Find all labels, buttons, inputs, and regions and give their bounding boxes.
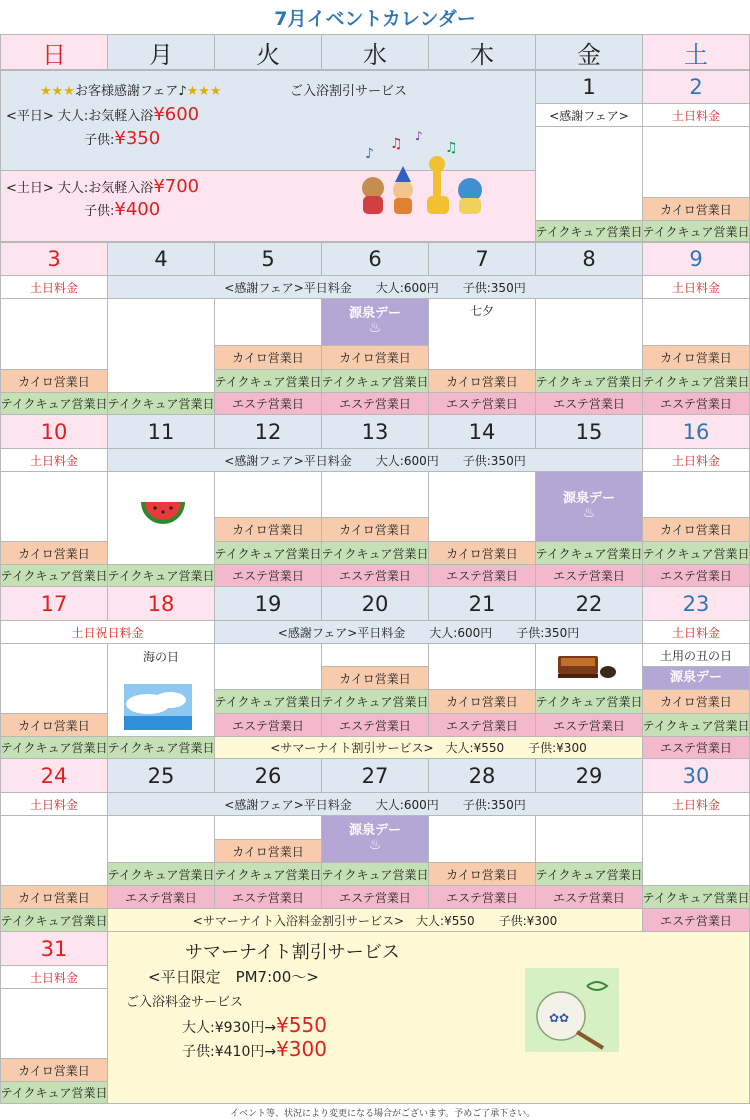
watermelon-icon [139,498,187,530]
empty-10 [0,471,108,542]
promo-weekend-child: 子供:¥400 [84,199,161,220]
date-cell-13: 13 [321,414,429,449]
esthe-19: エステ営業日 [214,713,322,737]
kairo-2: カイロ営業日 [642,197,750,221]
weekend-rate-24: 土日料金 [0,792,108,816]
esthe-23: エステ営業日 [642,736,750,759]
summer-adult: 大人:¥930円→¥550 [182,1013,327,1037]
esthe-16: エステ営業日 [642,564,750,587]
hot-spring-icon: ♨ [368,837,382,854]
empty-4 [107,298,215,393]
empty-28 [428,815,536,863]
esthe-8: エステ営業日 [535,392,643,415]
kairo-5: カイロ営業日 [214,345,322,370]
date-cell-11: 11 [107,414,215,449]
weekday-header-sun: 日 [0,34,108,70]
empty-29 [535,815,643,863]
empty-24 [0,815,108,886]
date-cell-8: 8 [535,242,643,276]
date-cell-12: 12 [214,414,322,449]
kairo-9: カイロ営業日 [642,345,750,370]
date-cell-10: 10 [0,414,108,449]
fair-label-1: <感謝フェア> [535,103,643,127]
teikyua-8: テイクキュア営業日 [535,369,643,393]
kairo-13: カイロ営業日 [321,517,429,542]
esthe-28: エステ営業日 [428,885,536,909]
teikyua-15: テイクキュア営業日 [535,541,643,565]
weekend-rate-16: 土日料金 [642,448,750,472]
kairo-28: カイロ営業日 [428,862,536,886]
esthe-30: エステ営業日 [642,908,750,932]
date-cell-14: 14 [428,414,536,449]
promo-sub: ご入浴割引サービス [290,84,408,99]
summer-band-week4: <サマーナイト割引サービス> 大人:¥550 子供:¥300 [214,736,643,759]
svg-text:♫: ♫ [390,136,403,152]
promo-weekday-adult: <平日> 大人:お気軽入浴¥600 [6,104,200,125]
date-cell-30: 30 [642,758,750,793]
esthe-15: エステ営業日 [535,564,643,587]
summer-time: <平日限定 PM7:00～> [148,968,319,986]
empty-26 [214,815,322,840]
esthe-9: エステ営業日 [642,392,750,415]
date-cell-20: 20 [321,586,429,621]
gensen-day-27: 源泉デー ♨ [321,815,429,863]
esthe-21: エステ営業日 [428,713,536,737]
summer-band-week5: <サマーナイト入浴料金割引サービス> 大人:¥550 子供:¥300 [107,908,643,932]
teikyua-6: テイクキュア営業日 [321,369,429,393]
date-cell-18: 18 [107,586,215,621]
esthe-5: エステ営業日 [214,392,322,415]
teikyua-13: テイクキュア営業日 [321,541,429,565]
date-cell-24: 24 [0,758,108,793]
date-cell-17: 17 [0,586,108,621]
esthe-20: エステ営業日 [321,713,429,737]
esthe-29: エステ営業日 [535,885,643,909]
teikyua-16: テイクキュア営業日 [642,541,750,565]
empty-31 [0,988,108,1059]
esthe-22: エステ営業日 [535,713,643,737]
empty-9 [642,298,750,346]
parade-animals-illustration [345,128,495,220]
teikyua-23: テイクキュア営業日 [642,713,750,737]
esthe-27: エステ営業日 [321,885,429,909]
esthe-6: エステ営業日 [321,392,429,415]
date-cell-28: 28 [428,758,536,793]
weekend-rate-31: 土日料金 [0,965,108,989]
teikyua-24: テイクキュア営業日 [0,908,108,932]
empty-2 [642,126,750,198]
date-cell-3: 3 [0,242,108,276]
umi-no-hi-18: 海の日 [107,643,215,737]
empty-1 [535,126,643,221]
promo-heading: ★★★お客様感謝フェア♪★★★ [40,84,222,99]
weekday-header-tue: 火 [214,34,322,70]
teikyua-3: テイクキュア営業日 [0,392,108,415]
empty-17 [0,643,108,714]
date-cell-22: 22 [535,586,643,621]
teikyua-27: テイクキュア営業日 [321,862,429,886]
svg-text:♪: ♪ [365,146,374,162]
kairo-24: カイロ営業日 [0,885,108,909]
date-cell-16: 16 [642,414,750,449]
date-cell-9: 9 [642,242,750,276]
teikyua-22: テイクキュア営業日 [535,689,643,714]
teikyua-5: テイクキュア営業日 [214,369,322,393]
weekday-header-sat: 土 [642,34,750,70]
date-cell-1: 1 [535,70,643,104]
weekday-header-wed: 水 [321,34,429,70]
teikyua-20: テイクキュア営業日 [321,689,429,714]
esthe-14: エステ営業日 [428,564,536,587]
holiday-rate-17-18: 土日祝日料金 [0,620,215,644]
teikyua-2: テイクキュア営業日 [642,220,750,242]
esthe-12: エステ営業日 [214,564,322,587]
kairo-14: カイロ営業日 [428,541,536,565]
teikyua-11: テイクキュア営業日 [107,564,215,587]
teikyua-19: テイクキュア営業日 [214,689,322,714]
hot-spring-icon: ♨ [368,320,382,337]
esthe-26: エステ営業日 [214,885,322,909]
empty-8 [535,298,643,370]
empty-3 [0,298,108,370]
promo-weekend-adult: <土日> 大人:お気軽入浴¥700 [6,176,200,197]
weekend-rate-3: 土日料金 [0,275,108,299]
hot-spring-icon: ♨ [582,504,596,521]
kairo-3: カイロ営業日 [0,369,108,393]
fair-band-week3: <感謝フェア>平日料金 大人:600円 子供:350円 [107,448,643,472]
date-cell-31: 31 [0,931,108,966]
empty-21 [428,643,536,690]
teikyua-25: テイクキュア営業日 [107,862,215,886]
teikyua-10: テイクキュア営業日 [0,564,108,587]
kairo-26: カイロ営業日 [214,839,322,863]
ocean-sky-image [124,684,192,730]
kairo-31: カイロ営業日 [0,1058,108,1082]
gensen-day-15: 源泉デー ♨ [535,471,643,542]
teikyua-18: テイクキュア営業日 [107,736,215,759]
empty-13 [321,471,429,518]
empty-12 [214,471,322,518]
teikyua-29: テイクキュア営業日 [535,862,643,886]
svg-text:♫: ♫ [445,140,458,156]
fair-band-week4: <感謝フェア>平日料金 大人:600円 子供:350円 [214,620,643,644]
doyo-ushi-23: 土用の丑の日 [642,643,750,667]
weekend-rate-23: 土日料金 [642,620,750,644]
empty-30 [642,815,750,886]
date-cell-19: 19 [214,586,322,621]
empty-16 [642,471,750,518]
teikyua-9: テイクキュア営業日 [642,369,750,393]
date-cell-2: 2 [642,70,750,104]
esthe-13: エステ営業日 [321,564,429,587]
svg-text:✿✿: ✿✿ [549,1011,570,1025]
date-cell-15: 15 [535,414,643,449]
gensen-day-6: 源泉デー ♨ [321,298,429,346]
footer-note: イベント等、状況により変更になる場合がございます。予めご了承下さい。 [230,1109,536,1119]
svg-text:♪: ♪ [415,129,423,143]
kairo-16: カイロ営業日 [642,517,750,542]
kairo-21: カイロ営業日 [428,689,536,714]
kairo-7: カイロ営業日 [428,369,536,393]
weekday-header-fri: 金 [535,34,643,70]
date-cell-6: 6 [321,242,429,276]
teikyua-26: テイクキュア営業日 [214,862,322,886]
weekend-rate-30: 土日料金 [642,792,750,816]
gensen-day-23: 源泉デー [642,666,750,690]
kairo-10: カイロ営業日 [0,541,108,565]
teikyua-1: テイクキュア営業日 [535,220,643,242]
esthe-25: エステ営業日 [107,885,215,909]
empty-20 [321,643,429,667]
empty-14 [428,471,536,542]
fair-band-week5: <感謝フェア>平日料金 大人:600円 子供:350円 [107,792,643,816]
weekday-header-thu: 木 [428,34,536,70]
date-cell-27: 27 [321,758,429,793]
esthe-7: エステ営業日 [428,392,536,415]
kairo-20: カイロ営業日 [321,666,429,690]
date-cell-4: 4 [107,242,215,276]
empty-19 [214,643,322,690]
teikyua-30: テイクキュア営業日 [642,885,750,909]
date-cell-21: 21 [428,586,536,621]
kairo-17: カイロ営業日 [0,713,108,737]
empty-5 [214,298,322,346]
teikyua-17: テイクキュア営業日 [0,736,108,759]
weekend-rate-10: 土日料金 [0,448,108,472]
promo-weekday-child: 子供:¥350 [84,128,161,149]
kairo-23: カイロ営業日 [642,689,750,714]
empty-25 [107,815,215,863]
uchiwa-fan-icon [525,968,619,1052]
summer-sub: ご入浴料金サービス [126,995,244,1010]
summer-heading: サマーナイト割引サービス [185,942,400,963]
page-title: 7月イベントカレンダー [274,7,476,30]
teikyua-31: テイクキュア営業日 [0,1081,108,1104]
date-cell-5: 5 [214,242,322,276]
kairo-12: カイロ営業日 [214,517,322,542]
teikyua-12: テイクキュア営業日 [214,541,322,565]
date-cell-29: 29 [535,758,643,793]
kairo-6: カイロ営業日 [321,345,429,370]
fair-band-week2: <感謝フェア>平日料金 大人:600円 子供:350円 [107,275,643,299]
unagi-box-icon [556,650,618,684]
date-cell-23: 23 [642,586,750,621]
teikyua-4: テイクキュア営業日 [107,392,215,415]
weekend-rate-2: 土日料金 [642,103,750,127]
date-cell-26: 26 [214,758,322,793]
date-cell-7: 7 [428,242,536,276]
date-cell-25: 25 [107,758,215,793]
summer-child: 子供:¥410円→¥300 [182,1037,327,1061]
tanabata-7: 七夕 [428,298,536,370]
weekend-rate-9: 土日料金 [642,275,750,299]
weekday-header-mon: 月 [107,34,215,70]
